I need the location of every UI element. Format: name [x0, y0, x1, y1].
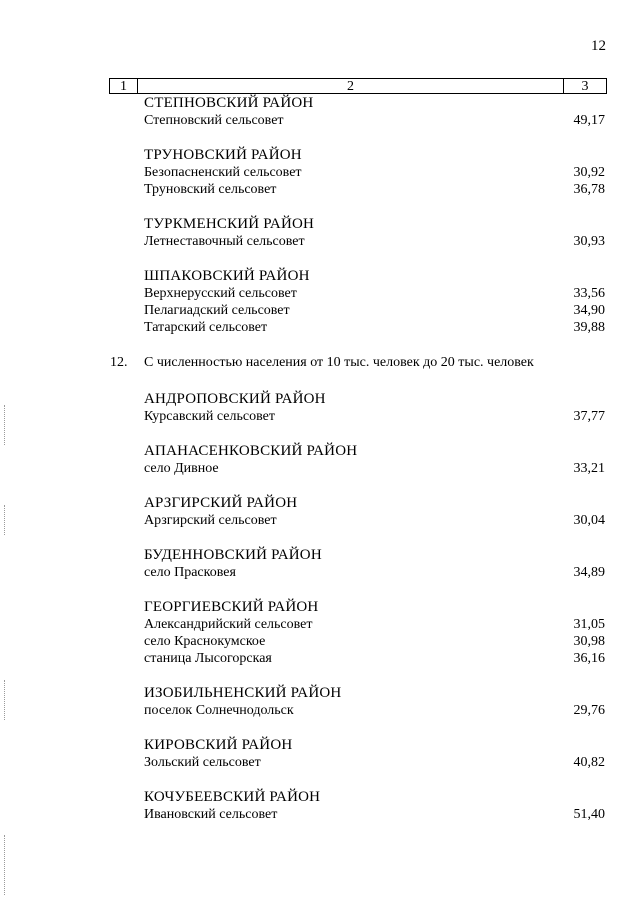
- table-row: [110, 319, 607, 336]
- district-block: [110, 547, 607, 581]
- settlement-value: 33,56: [573, 286, 605, 301]
- scan-margin-mark: [4, 405, 6, 445]
- scan-margin-mark: [4, 505, 6, 535]
- settlement-name: Зольский сельсовет: [144, 755, 261, 770]
- district-title: ТУРКМЕНСКИЙ РАЙОН: [144, 216, 315, 232]
- document-body: [110, 95, 607, 841]
- table-row: [110, 233, 607, 250]
- settlement-name: Пелагиадский сельсовет: [144, 303, 290, 318]
- table-header: [109, 78, 607, 94]
- settlement-name: Александрийский сельсовет: [144, 617, 313, 632]
- district-block: [110, 391, 607, 425]
- settlement-name: Безопасненский сельсовет: [144, 165, 302, 180]
- table-row: [110, 754, 607, 771]
- header-col-3: 3: [581, 79, 589, 94]
- table-row: [110, 650, 607, 667]
- table-row: [110, 460, 607, 477]
- district-title: ШПАКОВСКИЙ РАЙОН: [144, 268, 310, 284]
- settlement-value: 39,88: [573, 320, 605, 335]
- district-block: [110, 737, 607, 771]
- settlement-value: 49,17: [573, 113, 605, 128]
- table-row: [110, 702, 607, 719]
- settlement-value: 37,77: [573, 409, 605, 424]
- category-heading: [110, 354, 607, 371]
- table-row: [110, 564, 607, 581]
- table-row: [110, 164, 607, 181]
- scan-margin-mark: [4, 835, 6, 895]
- settlement-name: поселок Солнечнодольск: [144, 703, 294, 718]
- district-block: [110, 147, 607, 198]
- table-row: [110, 408, 607, 425]
- category-text: С численностью населения от 10 тыс. человек до 20 тыс. человек: [144, 355, 534, 370]
- scan-margin-mark: [4, 680, 6, 720]
- settlement-name: станица Лысогорская: [144, 651, 272, 666]
- district-title: КИРОВСКИЙ РАЙОН: [144, 737, 293, 753]
- district-title: СТЕПНОВСКИЙ РАЙОН: [144, 95, 314, 111]
- settlement-value: 30,04: [573, 513, 605, 528]
- district-block: [110, 443, 607, 477]
- settlement-name: Курсавский сельсовет: [144, 409, 275, 424]
- table-row: [110, 181, 607, 198]
- table-row: [110, 616, 607, 633]
- settlement-name: Арзгирский сельсовет: [144, 513, 277, 528]
- district-title: ИЗОБИЛЬНЕНСКИЙ РАЙОН: [144, 685, 342, 701]
- settlement-name: село Прасковея: [144, 565, 236, 580]
- category-number: 12.: [110, 355, 128, 370]
- table-row: [110, 633, 607, 650]
- settlement-value: 30,98: [573, 634, 605, 649]
- district-title: БУДЕННОВСКИЙ РАЙОН: [144, 547, 322, 563]
- settlement-value: 51,40: [573, 807, 605, 822]
- settlement-name: село Дивное: [144, 461, 219, 476]
- district-title: АРЗГИРСКИЙ РАЙОН: [144, 495, 298, 511]
- settlement-name: Верхнерусский сельсовет: [144, 286, 297, 301]
- table-row: [110, 806, 607, 823]
- settlement-name: Летнеставочный сельсовет: [144, 234, 305, 249]
- page-number: 12: [591, 38, 606, 54]
- settlement-value: 34,89: [573, 565, 605, 580]
- table-row: [110, 285, 607, 302]
- district-title: АНДРОПОВСКИЙ РАЙОН: [144, 391, 326, 407]
- settlement-name: село Краснокумское: [144, 634, 266, 649]
- district-title: ТРУНОВСКИЙ РАЙОН: [144, 147, 302, 163]
- district-block: [110, 268, 607, 336]
- settlement-value: 40,82: [573, 755, 605, 770]
- header-col-1: 1: [110, 79, 138, 93]
- header-col-2: 2: [138, 79, 564, 93]
- settlement-value: 36,78: [573, 182, 605, 197]
- settlement-name: Степновский сельсовет: [144, 113, 284, 128]
- district-title: АПАНАСЕНКОВСКИЙ РАЙОН: [144, 443, 358, 459]
- settlement-value: 33,21: [573, 461, 605, 476]
- district-block: [110, 789, 607, 823]
- table-row: [110, 512, 607, 529]
- settlement-value: 30,93: [573, 234, 605, 249]
- table-row: [110, 302, 607, 319]
- district-block: [110, 95, 607, 129]
- settlement-value: 30,92: [573, 165, 605, 180]
- settlement-value: 31,05: [573, 617, 605, 632]
- settlement-name: Труновский сельсовет: [144, 182, 277, 197]
- settlement-value: 29,76: [573, 703, 605, 718]
- district-block: [110, 216, 607, 250]
- district-block: [110, 599, 607, 667]
- district-block: [110, 685, 607, 719]
- settlement-value: 36,16: [573, 651, 605, 666]
- settlement-value: 34,90: [573, 303, 605, 318]
- settlement-name: Ивановский сельсовет: [144, 807, 278, 822]
- district-title: КОЧУБЕЕВСКИЙ РАЙОН: [144, 789, 321, 805]
- settlement-name: Татарский сельсовет: [144, 320, 268, 335]
- table-row: [110, 112, 607, 129]
- district-block: [110, 495, 607, 529]
- district-title: ГЕОРГИЕВСКИЙ РАЙОН: [144, 599, 319, 615]
